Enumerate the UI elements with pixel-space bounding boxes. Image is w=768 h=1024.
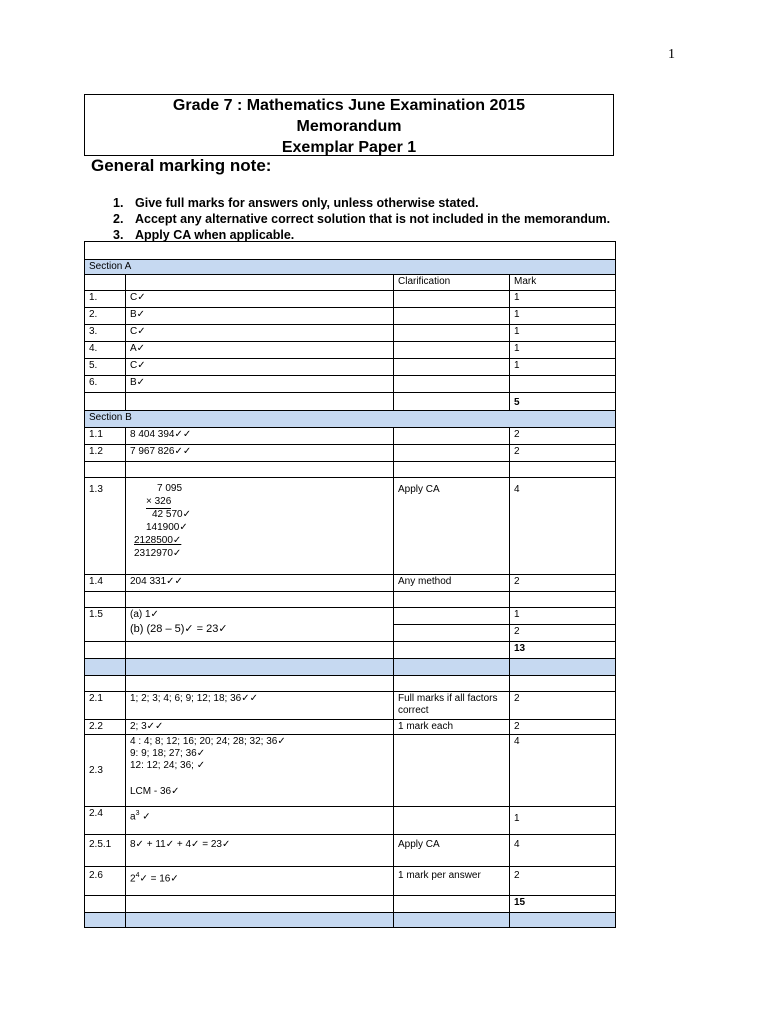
section-b-row	[85, 411, 616, 428]
clarification-cell	[394, 625, 510, 642]
question-number: 1.5	[85, 608, 126, 642]
mark-cell: 2	[510, 428, 616, 445]
table-row	[85, 867, 616, 896]
table-row	[85, 291, 616, 308]
note-text: Accept any alternative correct solution that is not included in the memorandum.	[135, 212, 611, 226]
empty-cell	[85, 642, 126, 659]
table-row	[85, 342, 616, 359]
empty-cell	[394, 393, 510, 411]
clarification-cell	[394, 608, 510, 625]
answer-exponent: 3	[135, 810, 140, 817]
section-divider-row	[85, 913, 616, 928]
total-row	[85, 896, 616, 913]
table-row	[85, 308, 616, 325]
clarification-header: Clarification	[394, 275, 510, 291]
empty-cell	[126, 275, 394, 291]
general-note-heading: General marking note:	[91, 156, 272, 175]
question-number: 3.	[85, 325, 126, 342]
empty-cell	[394, 642, 510, 659]
empty-cell	[85, 275, 126, 291]
question-2-total: 15	[510, 896, 616, 913]
answer-cell: B✓	[126, 376, 394, 393]
answer-base: a	[130, 811, 136, 823]
question-number: 1.1	[85, 428, 126, 445]
empty-cell	[394, 913, 510, 928]
calc-line: 42 570✓	[152, 509, 191, 520]
answer-cell: 7 967 826✓✓	[126, 445, 394, 462]
empty-cell	[85, 242, 616, 260]
answer-b: (b) (28 – 5)✓ = 23✓	[130, 623, 228, 635]
mark-cell: 2	[510, 692, 616, 720]
clarification-cell: 1 mark per answer	[394, 867, 510, 896]
answer-cell: B✓	[126, 308, 394, 325]
empty-cell	[85, 896, 126, 913]
section-divider-row	[85, 659, 616, 676]
table-row	[85, 720, 616, 735]
empty-cell	[85, 659, 126, 676]
empty-cell	[510, 592, 616, 608]
question-number: 1.3	[85, 478, 126, 575]
mark-cell	[510, 376, 616, 393]
mark-cell: 2	[510, 720, 616, 735]
question-number: 2.	[85, 308, 126, 325]
answer-cell: 8✓ + 11✓ + 4✓ = 23✓	[126, 835, 394, 867]
multiples-line: 9: 9; 18; 27; 36✓	[130, 748, 206, 759]
clarification-cell	[394, 445, 510, 462]
calc-line: 2312970✓	[134, 548, 182, 559]
question-1-total: 13	[510, 642, 616, 659]
note-item	[113, 195, 610, 211]
question-number: 1.2	[85, 445, 126, 462]
note-number: 1.	[113, 196, 124, 210]
table-row	[85, 242, 616, 260]
empty-cell	[126, 393, 394, 411]
answer-tail: ✓	[139, 811, 151, 823]
empty-cell	[510, 913, 616, 928]
answer-cell: A✓	[126, 342, 394, 359]
mark-cell: 2	[510, 575, 616, 592]
table-row	[85, 428, 616, 445]
mark-cell: 1	[510, 325, 616, 342]
note-number: 2.	[113, 212, 124, 226]
mark-cell: 4	[510, 735, 616, 807]
mark-cell: 4	[510, 835, 616, 867]
empty-cell	[126, 642, 394, 659]
calc-line: 141900✓	[146, 522, 188, 533]
mark-cell: 1	[510, 807, 616, 835]
empty-cell	[85, 676, 126, 692]
empty-cell	[85, 393, 126, 411]
title-line-3: Exemplar Paper 1	[281, 139, 417, 156]
empty-cell	[126, 592, 394, 608]
title-line-2: Memorandum	[296, 118, 402, 135]
mark-cell: 1	[510, 308, 616, 325]
mark-cell: 1	[510, 342, 616, 359]
mark-cell: 1	[510, 291, 616, 308]
calc-line: 7 095	[157, 483, 183, 494]
table-row	[85, 575, 616, 592]
table-row	[85, 478, 616, 575]
question-number: 2.2	[85, 720, 126, 735]
table-row	[85, 376, 616, 393]
clarification-cell	[394, 291, 510, 308]
clarification-cell	[394, 807, 510, 835]
answer-a: (a) 1✓	[130, 609, 159, 620]
answer-cell	[126, 608, 394, 642]
question-number: 1.4	[85, 575, 126, 592]
question-number: 2.1	[85, 692, 126, 720]
section-a-label: Section A	[85, 260, 616, 275]
lcm-line: LCM - 36✓	[130, 786, 180, 797]
answer-cell: 8 404 394✓✓	[126, 428, 394, 445]
clarification-cell: Apply CA	[394, 478, 510, 575]
answer-cell	[126, 735, 394, 807]
question-number: 4.	[85, 342, 126, 359]
empty-cell	[126, 659, 394, 676]
clarification-cell	[394, 428, 510, 445]
section-a-row	[85, 260, 616, 275]
table-row	[85, 359, 616, 376]
empty-cell	[394, 592, 510, 608]
question-number: 2.4	[85, 807, 126, 835]
answer-cell	[126, 867, 394, 896]
mark-cell: 2	[510, 625, 616, 642]
memorandum-table	[84, 241, 616, 928]
header-row	[85, 275, 616, 291]
empty-cell	[510, 676, 616, 692]
empty-cell	[510, 462, 616, 478]
clarification-cell	[394, 735, 510, 807]
question-number: 2.6	[85, 867, 126, 896]
question-number: 2.5.1	[85, 835, 126, 867]
spacer-row	[85, 676, 616, 692]
empty-cell	[126, 896, 394, 913]
clarification-cell	[394, 342, 510, 359]
question-number: 6.	[85, 376, 126, 393]
empty-cell	[85, 592, 126, 608]
question-number: 2.3	[85, 735, 126, 807]
clarification-cell: Apply CA	[394, 835, 510, 867]
mark-cell: 4	[510, 478, 616, 575]
empty-cell	[85, 913, 126, 928]
clarification-cell	[394, 359, 510, 376]
question-number: 1.	[85, 291, 126, 308]
empty-cell	[394, 659, 510, 676]
title-line-1: Grade 7 : Mathematics June Examination 2015	[172, 97, 526, 114]
total-row	[85, 642, 616, 659]
table-row	[85, 835, 616, 867]
spacer-row	[85, 592, 616, 608]
answer-cell: C✓	[126, 325, 394, 342]
total-row	[85, 393, 616, 411]
mark-cell: 2	[510, 445, 616, 462]
table-row	[85, 445, 616, 462]
table-row	[85, 735, 616, 807]
title-box	[84, 94, 614, 156]
mark-header: Mark	[510, 275, 616, 291]
answer-exponent: 4	[135, 872, 140, 879]
empty-cell	[394, 676, 510, 692]
answer-cell: C✓	[126, 291, 394, 308]
note-text: Apply CA when applicable.	[135, 228, 295, 242]
spacer-row	[85, 462, 616, 478]
answer-cell: 204 331✓✓	[126, 575, 394, 592]
answer-base: 2	[130, 873, 136, 885]
answer-tail: ✓ = 16✓	[139, 873, 179, 885]
answer-cell: 1; 2; 3; 4; 6; 9; 12; 18; 36✓✓	[126, 692, 394, 720]
mark-cell: 2	[510, 867, 616, 896]
clarification-cell: Any method	[394, 575, 510, 592]
empty-cell	[394, 462, 510, 478]
clarification-cell	[394, 376, 510, 393]
question-number: 5.	[85, 359, 126, 376]
empty-cell	[126, 462, 394, 478]
general-note-list	[113, 195, 610, 243]
multiples-line: 4 : 4; 8; 12; 16; 20; 24; 28; 32; 36✓	[130, 736, 286, 747]
empty-cell	[394, 896, 510, 913]
clarification-cell	[394, 308, 510, 325]
empty-cell	[126, 676, 394, 692]
mark-cell: 1	[510, 359, 616, 376]
empty-cell	[126, 913, 394, 928]
note-text: Give full marks for answers only, unless otherwise stated.	[135, 196, 479, 210]
table-row	[85, 608, 616, 625]
clarification-cell: Full marks if all factors correct	[394, 692, 510, 720]
empty-cell	[510, 659, 616, 676]
table-row	[85, 325, 616, 342]
section-a-total: 5	[510, 393, 616, 411]
answer-cell	[126, 807, 394, 835]
multiples-line: 12: 12; 24; 36; ✓	[130, 760, 206, 771]
table-row	[85, 807, 616, 835]
section-b-label: Section B	[85, 411, 616, 428]
page-number: 1	[668, 47, 675, 62]
calc-line: × 326	[146, 496, 172, 507]
multiplication-working	[126, 478, 394, 575]
clarification-cell: 1 mark each	[394, 720, 510, 735]
empty-cell	[85, 462, 126, 478]
note-item	[113, 211, 610, 227]
table-row	[85, 692, 616, 720]
calc-line: 2128500✓	[134, 535, 182, 546]
clarification-cell	[394, 325, 510, 342]
answer-cell: C✓	[126, 359, 394, 376]
mark-cell: 1	[510, 608, 616, 625]
note-number: 3.	[113, 228, 124, 242]
answer-cell: 2; 3✓✓	[126, 720, 394, 735]
